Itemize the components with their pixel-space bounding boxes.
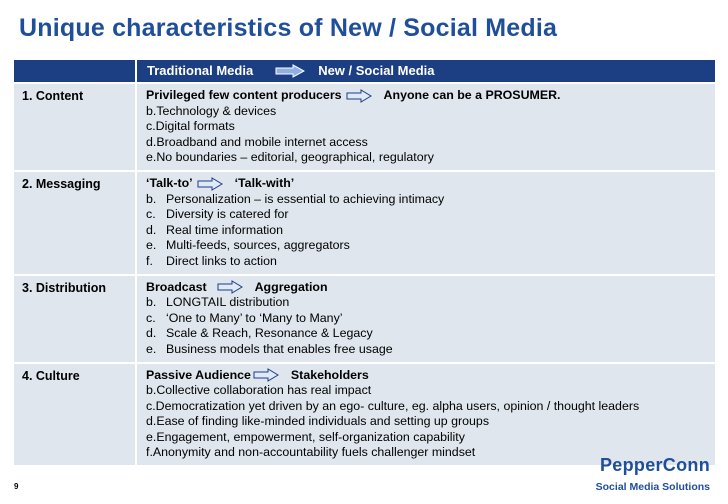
table-row-content xyxy=(14,83,715,171)
row-label: 1. Content xyxy=(22,89,84,103)
first-right-text: Anyone can be a PROSUMER. xyxy=(383,88,561,102)
row-label: 3. Distribution xyxy=(22,280,107,295)
first-right-text: Stakeholders xyxy=(290,367,369,382)
brand-name: PepperConn xyxy=(599,455,710,475)
list-item: d.Broadband and mobile internet access xyxy=(146,134,368,149)
slide-title: Unique characteristics of New / Social Media xyxy=(19,14,558,42)
page-number: 9 xyxy=(14,482,19,491)
list-item: b. LONGTAIL distribution xyxy=(146,295,290,310)
list-item: f.Anonymity and non-accountability fuels challenger mindset xyxy=(146,445,476,460)
first-left-text: ‘Talk-to’ xyxy=(146,175,193,190)
brand-tagline: Social Media Solutions xyxy=(595,481,710,493)
first-left-text: Privileged few content producers xyxy=(146,88,342,102)
list-item: b.Collective collaboration has real impact xyxy=(146,383,372,398)
brand-logo xyxy=(596,455,710,493)
table-row-messaging xyxy=(14,171,715,275)
list-item: c.Democratization yet driven by an ego- culture, eg. alpha users, opinion / thought leaders xyxy=(146,398,640,413)
header-traditional-media: Traditional Media xyxy=(147,63,254,78)
row-first-line xyxy=(146,88,715,104)
header-new-social-media: New / Social Media xyxy=(318,63,435,78)
list-item: c. Diversity is catered for xyxy=(146,207,289,222)
list-item: e. Business models that enables free usage xyxy=(146,341,393,356)
table-row-distribution xyxy=(14,275,715,363)
list-item: b. Personalization – is essential to achieving intimacy xyxy=(146,191,445,206)
arrow-right-icon xyxy=(346,89,372,103)
row-first-line xyxy=(146,176,715,192)
first-left-text: Broadcast xyxy=(146,279,207,294)
list-item: d.Ease of finding like-minded individuals and setting up groups xyxy=(146,414,490,429)
list-item: d. Real time information xyxy=(146,222,284,237)
list-item: f. Direct links to action xyxy=(146,253,277,268)
arrow-right-icon xyxy=(217,280,243,294)
first-left-text: Passive Audience xyxy=(146,367,251,382)
header-cell xyxy=(136,60,715,83)
list-item: c. ‘One to Many’ to ‘Many to Many’ xyxy=(146,310,343,325)
arrow-right-icon xyxy=(253,368,279,382)
list-item: b.Technology & devices xyxy=(146,103,277,118)
header-empty-cell xyxy=(14,60,136,83)
list-item: d. Scale & Reach, Resonance & Legacy xyxy=(146,326,373,341)
first-right-text: Aggregation xyxy=(254,279,328,294)
table-header-row xyxy=(14,60,715,83)
list-item: e. Multi-feeds, sources, aggregators xyxy=(146,238,350,253)
arrow-right-icon xyxy=(275,64,305,78)
arrow-right-icon xyxy=(197,177,223,191)
row-label: 2. Messaging xyxy=(22,176,101,191)
first-right-text: ‘Talk-with’ xyxy=(234,175,295,190)
row-first-line xyxy=(146,280,715,296)
list-item: c.Digital formats xyxy=(146,119,235,134)
row-first-line xyxy=(146,368,715,384)
comparison-table xyxy=(14,60,715,467)
list-item: e.No boundaries – editorial, geographical, regulatory xyxy=(146,150,434,165)
list-item: e.Engagement, empowerment, self-organization capability xyxy=(146,429,465,444)
table-row-culture xyxy=(14,363,715,467)
row-label: 4. Culture xyxy=(22,368,80,383)
